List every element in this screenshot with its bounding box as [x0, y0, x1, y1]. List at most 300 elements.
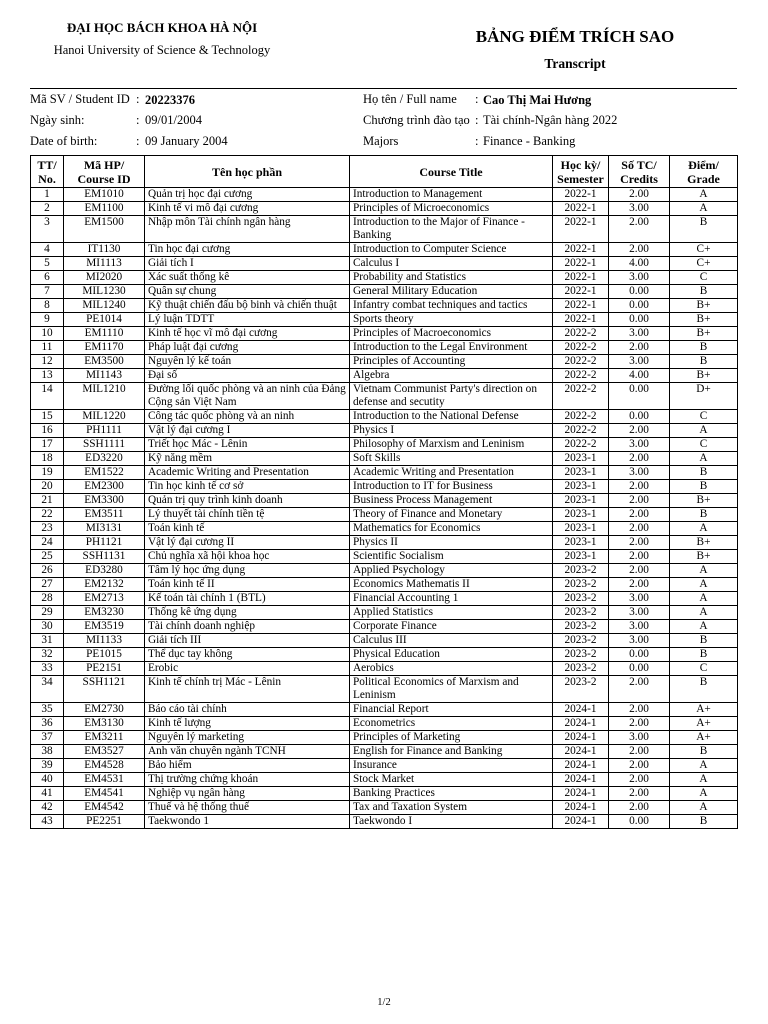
cell-no: 4 — [31, 243, 64, 257]
university-name-vn: ĐẠI HỌC BÁCH KHOA HÀ NỘI — [66, 20, 258, 35]
cell-credits: 2.00 — [609, 480, 670, 494]
table-row — [31, 341, 738, 355]
table-row — [31, 536, 738, 550]
cell-credits: 4.00 — [609, 257, 670, 271]
cell-title-en: General Military Education — [350, 285, 553, 299]
cell-grade: B — [670, 634, 738, 648]
cell-semester: 2022-1 — [553, 243, 609, 257]
table-row — [31, 355, 738, 369]
cell-no: 15 — [31, 410, 64, 424]
cell-no: 21 — [31, 494, 64, 508]
cell-name-vn: Taekwondo 1 — [145, 815, 350, 829]
cell-no: 12 — [31, 355, 64, 369]
cell-credits: 2.00 — [609, 773, 670, 787]
cell-course-id: PE1015 — [64, 648, 145, 662]
table-row — [31, 578, 738, 592]
cell-name-vn: Xác suất thống kê — [145, 271, 350, 285]
cell-grade: A — [670, 801, 738, 815]
table-row — [31, 508, 738, 522]
cell-semester: 2022-2 — [553, 369, 609, 383]
cell-semester: 2023-2 — [553, 648, 609, 662]
full-name-label: Họ tên / Full name — [363, 92, 457, 106]
cell-name-vn: Chủ nghĩa xã hội khoa học — [145, 550, 350, 564]
cell-no: 8 — [31, 299, 64, 313]
table-row — [31, 522, 738, 536]
cell-semester: 2023-1 — [553, 480, 609, 494]
cell-credits: 0.00 — [609, 383, 670, 410]
cell-no: 5 — [31, 257, 64, 271]
cell-course-id: ED3280 — [64, 564, 145, 578]
cell-title-en: Theory of Finance and Monetary — [350, 508, 553, 522]
cell-credits: 2.00 — [609, 494, 670, 508]
cell-credits: 2.00 — [609, 216, 670, 243]
cell-credits: 2.00 — [609, 745, 670, 759]
cell-semester: 2022-1 — [553, 271, 609, 285]
full-name-value: Cao Thị Mai Hương — [483, 93, 592, 107]
cell-grade: D+ — [670, 383, 738, 410]
cell-semester: 2024-1 — [553, 717, 609, 731]
cell-course-id: MIL1210 — [64, 383, 145, 410]
cell-name-vn: Kinh tế lượng — [145, 717, 350, 731]
cell-semester: 2022-2 — [553, 327, 609, 341]
cell-title-en: Applied Statistics — [350, 606, 553, 620]
cell-grade: A+ — [670, 717, 738, 731]
cell-grade: A — [670, 592, 738, 606]
cell-course-id: EM3511 — [64, 508, 145, 522]
cell-credits: 3.00 — [609, 592, 670, 606]
cell-grade: A — [670, 787, 738, 801]
cell-title-en: Principles of Accounting — [350, 355, 553, 369]
cell-title-en: Vietnam Communist Party's direction on defense and secutity — [350, 383, 553, 410]
cell-credits: 3.00 — [609, 271, 670, 285]
cell-no: 41 — [31, 787, 64, 801]
cell-name-vn: Quản trị quy trình kinh doanh — [145, 494, 350, 508]
table-row — [31, 703, 738, 717]
cell-course-id: EM3527 — [64, 745, 145, 759]
cell-no: 29 — [31, 606, 64, 620]
colon: : — [475, 113, 479, 127]
cell-name-vn: Nguyên lý kế toán — [145, 355, 350, 369]
cell-no: 33 — [31, 662, 64, 676]
cell-name-vn: Thuế và hệ thống thuế — [145, 801, 350, 815]
cell-semester: 2024-1 — [553, 773, 609, 787]
cell-name-vn: Kỹ năng mềm — [145, 452, 350, 466]
cell-course-id: EM1110 — [64, 327, 145, 341]
colon: : — [136, 113, 140, 127]
cell-title-en: Business Process Management — [350, 494, 553, 508]
cell-name-vn: Kinh tế học vĩ mô đại cương — [145, 327, 350, 341]
cell-credits: 0.00 — [609, 313, 670, 327]
cell-name-vn: Triết học Mác - Lênin — [145, 438, 350, 452]
cell-name-vn: Quản trị học đại cương — [145, 188, 350, 202]
cell-title-en: Taekwondo I — [350, 815, 553, 829]
cell-credits: 2.00 — [609, 801, 670, 815]
cell-title-en: Political Economics of Marxism and Leninism — [350, 676, 553, 703]
cell-grade: C — [670, 271, 738, 285]
cell-name-vn: Anh văn chuyên ngành TCNH — [145, 745, 350, 759]
cell-credits: 0.00 — [609, 299, 670, 313]
cell-semester: 2022-2 — [553, 355, 609, 369]
cell-semester: 2024-1 — [553, 815, 609, 829]
cell-grade: A — [670, 522, 738, 536]
cell-name-vn: Vật lý đại cương II — [145, 536, 350, 550]
cell-no: 37 — [31, 731, 64, 745]
cell-title-en: Physics II — [350, 536, 553, 550]
cell-title-en: Principles of Macroeconomics — [350, 327, 553, 341]
cell-name-vn: Thống kê ứng dụng — [145, 606, 350, 620]
cell-title-en: Principles of Marketing — [350, 731, 553, 745]
table-row — [31, 592, 738, 606]
cell-semester: 2022-2 — [553, 410, 609, 424]
cell-grade: C+ — [670, 257, 738, 271]
cell-no: 10 — [31, 327, 64, 341]
cell-name-vn: Tin học kinh tế cơ sở — [145, 480, 350, 494]
cell-grade: A — [670, 452, 738, 466]
cell-semester: 2022-2 — [553, 383, 609, 410]
cell-name-vn: Đại số — [145, 369, 350, 383]
cell-name-vn: Academic Writing and Presentation — [145, 466, 350, 480]
dob-en-value: 09 January 2004 — [145, 134, 228, 148]
cell-semester: 2022-1 — [553, 313, 609, 327]
grades-table — [30, 155, 738, 829]
cell-credits: 2.00 — [609, 787, 670, 801]
cell-semester: 2023-1 — [553, 536, 609, 550]
cell-grade: A — [670, 620, 738, 634]
cell-title-en: Mathematics for Economics — [350, 522, 553, 536]
cell-grade: B — [670, 355, 738, 369]
cell-grade: B — [670, 745, 738, 759]
cell-course-id: EM2730 — [64, 703, 145, 717]
table-row — [31, 424, 738, 438]
cell-credits: 0.00 — [609, 285, 670, 299]
cell-title-en: Introduction to the Major of Finance - Banking — [350, 216, 553, 243]
col-header-course-id: Mã HP/ Course ID — [64, 156, 145, 188]
cell-course-id: EM2713 — [64, 592, 145, 606]
cell-course-id: MI2020 — [64, 271, 145, 285]
table-row — [31, 815, 738, 829]
cell-course-id: EM3130 — [64, 717, 145, 731]
cell-name-vn: Toán kinh tế — [145, 522, 350, 536]
col-header-grade: Điểm/ Grade — [670, 156, 738, 188]
cell-name-vn: Nghiệp vụ ngân hàng — [145, 787, 350, 801]
cell-semester: 2023-1 — [553, 494, 609, 508]
cell-grade: B+ — [670, 299, 738, 313]
col-header-name-vn: Tên học phần — [145, 156, 350, 188]
table-row — [31, 285, 738, 299]
cell-title-en: Introduction to the Legal Environment — [350, 341, 553, 355]
cell-semester: 2022-1 — [553, 257, 609, 271]
cell-semester: 2024-1 — [553, 759, 609, 773]
table-row — [31, 662, 738, 676]
cell-course-id: EM3500 — [64, 355, 145, 369]
cell-semester: 2023-2 — [553, 662, 609, 676]
cell-credits: 0.00 — [609, 662, 670, 676]
cell-grade: B+ — [670, 313, 738, 327]
cell-no: 2 — [31, 202, 64, 216]
cell-course-id: EM4542 — [64, 801, 145, 815]
table-row — [31, 787, 738, 801]
cell-semester: 2024-1 — [553, 745, 609, 759]
cell-semester: 2023-1 — [553, 550, 609, 564]
cell-credits: 3.00 — [609, 620, 670, 634]
cell-name-vn: Lý thuyết tài chính tiền tệ — [145, 508, 350, 522]
cell-title-en: Academic Writing and Presentation — [350, 466, 553, 480]
cell-grade: B+ — [670, 494, 738, 508]
cell-title-en: Corporate Finance — [350, 620, 553, 634]
cell-no: 3 — [31, 216, 64, 243]
cell-no: 43 — [31, 815, 64, 829]
cell-course-id: MIL1240 — [64, 299, 145, 313]
cell-credits: 2.00 — [609, 243, 670, 257]
cell-course-id: EM1500 — [64, 216, 145, 243]
cell-no: 11 — [31, 341, 64, 355]
cell-credits: 2.00 — [609, 522, 670, 536]
student-id-value: 20223376 — [145, 93, 195, 107]
cell-grade: B+ — [670, 536, 738, 550]
cell-title-en: Calculus III — [350, 634, 553, 648]
table-row — [31, 452, 738, 466]
cell-grade: B — [670, 676, 738, 703]
cell-course-id: MI1133 — [64, 634, 145, 648]
cell-semester: 2023-2 — [553, 564, 609, 578]
cell-semester: 2022-1 — [553, 299, 609, 313]
cell-semester: 2024-1 — [553, 787, 609, 801]
cell-title-en: Physics I — [350, 424, 553, 438]
cell-credits: 0.00 — [609, 815, 670, 829]
cell-credits: 2.00 — [609, 564, 670, 578]
cell-course-id: EM3230 — [64, 606, 145, 620]
cell-grade: B — [670, 815, 738, 829]
table-row — [31, 676, 738, 703]
cell-course-id: MIL1230 — [64, 285, 145, 299]
cell-grade: B+ — [670, 550, 738, 564]
cell-grade: B+ — [670, 327, 738, 341]
cell-name-vn: Thị trường chứng khoán — [145, 773, 350, 787]
cell-grade: B — [670, 216, 738, 243]
cell-credits: 2.00 — [609, 676, 670, 703]
cell-credits: 2.00 — [609, 508, 670, 522]
cell-credits: 3.00 — [609, 202, 670, 216]
table-row — [31, 313, 738, 327]
cell-no: 13 — [31, 369, 64, 383]
table-row — [31, 243, 738, 257]
cell-title-en: Banking Practices — [350, 787, 553, 801]
cell-grade: B — [670, 466, 738, 480]
colon: : — [136, 134, 140, 148]
cell-credits: 3.00 — [609, 355, 670, 369]
cell-credits: 3.00 — [609, 634, 670, 648]
cell-title-en: Probability and Statistics — [350, 271, 553, 285]
cell-course-id: IT1130 — [64, 243, 145, 257]
cell-semester: 2022-1 — [553, 188, 609, 202]
header-rule — [30, 88, 737, 89]
cell-credits: 3.00 — [609, 327, 670, 341]
cell-title-en: Introduction to the National Defense — [350, 410, 553, 424]
cell-grade: A — [670, 578, 738, 592]
document-subtitle: Transcript — [544, 56, 606, 71]
cell-grade: B — [670, 508, 738, 522]
dob-vn-label: Ngày sinh: — [30, 113, 85, 127]
cell-course-id: SSH1111 — [64, 438, 145, 452]
cell-title-en: Financial Accounting 1 — [350, 592, 553, 606]
table-row — [31, 188, 738, 202]
cell-no: 19 — [31, 466, 64, 480]
cell-grade: B+ — [670, 369, 738, 383]
cell-name-vn: Kinh tế chính trị Mác - Lênin — [145, 676, 350, 703]
cell-course-id: MI3131 — [64, 522, 145, 536]
cell-no: 30 — [31, 620, 64, 634]
table-row — [31, 480, 738, 494]
cell-grade: C+ — [670, 243, 738, 257]
program-label: Chương trình đào tạo — [363, 113, 470, 127]
cell-name-vn: Tâm lý học ứng dụng — [145, 564, 350, 578]
cell-course-id: EM3211 — [64, 731, 145, 745]
cell-name-vn: Kỹ thuật chiến đấu bộ binh và chiến thuật — [145, 299, 350, 313]
cell-grade: B — [670, 341, 738, 355]
table-row — [31, 745, 738, 759]
table-row — [31, 620, 738, 634]
cell-name-vn: Đường lối quốc phòng và an ninh của Đảng Cộng sản Việt Nam — [145, 383, 350, 410]
cell-title-en: Tax and Taxation System — [350, 801, 553, 815]
cell-semester: 2024-1 — [553, 801, 609, 815]
cell-no: 34 — [31, 676, 64, 703]
cell-name-vn: Pháp luật đại cương — [145, 341, 350, 355]
cell-no: 39 — [31, 759, 64, 773]
col-header-title-en: Course Title — [350, 156, 553, 188]
cell-semester: 2023-2 — [553, 578, 609, 592]
cell-title-en: Principles of Microeconomics — [350, 202, 553, 216]
cell-credits: 3.00 — [609, 438, 670, 452]
table-row — [31, 466, 738, 480]
student-id-label: Mã SV / Student ID — [30, 92, 130, 106]
cell-title-en: Introduction to Management — [350, 188, 553, 202]
cell-title-en: Economics Mathematis II — [350, 578, 553, 592]
cell-name-vn: Erobic — [145, 662, 350, 676]
cell-course-id: PE2151 — [64, 662, 145, 676]
col-header-no: TT/ No. — [31, 156, 64, 188]
cell-course-id: PH1111 — [64, 424, 145, 438]
cell-name-vn: Thể dục tay không — [145, 648, 350, 662]
cell-grade: A — [670, 773, 738, 787]
cell-semester: 2023-2 — [553, 592, 609, 606]
table-row — [31, 299, 738, 313]
cell-grade: B — [670, 648, 738, 662]
cell-semester: 2024-1 — [553, 731, 609, 745]
cell-grade: C — [670, 662, 738, 676]
table-row — [31, 327, 738, 341]
cell-no: 27 — [31, 578, 64, 592]
cell-course-id: EM1170 — [64, 341, 145, 355]
cell-no: 1 — [31, 188, 64, 202]
cell-credits: 2.00 — [609, 424, 670, 438]
cell-grade: A — [670, 606, 738, 620]
colon: : — [475, 92, 479, 106]
cell-course-id: EM4531 — [64, 773, 145, 787]
cell-no: 36 — [31, 717, 64, 731]
cell-course-id: ED3220 — [64, 452, 145, 466]
cell-no: 17 — [31, 438, 64, 452]
cell-title-en: Financial Report — [350, 703, 553, 717]
cell-course-id: EM3519 — [64, 620, 145, 634]
table-header-row — [31, 156, 738, 188]
cell-semester: 2023-2 — [553, 606, 609, 620]
cell-name-vn: Quân sự chung — [145, 285, 350, 299]
university-name-en: Hanoi University of Science & Technology — [53, 43, 271, 57]
cell-no: 25 — [31, 550, 64, 564]
cell-grade: A — [670, 202, 738, 216]
cell-no: 28 — [31, 592, 64, 606]
cell-title-en: Applied Psychology — [350, 564, 553, 578]
cell-credits: 3.00 — [609, 606, 670, 620]
cell-name-vn: Nhập môn Tài chính ngân hàng — [145, 216, 350, 243]
cell-name-vn: Kế toán tài chính 1 (BTL) — [145, 592, 350, 606]
cell-no: 42 — [31, 801, 64, 815]
table-row — [31, 383, 738, 410]
cell-grade: A — [670, 424, 738, 438]
cell-credits: 2.00 — [609, 536, 670, 550]
cell-name-vn: Báo cáo tài chính — [145, 703, 350, 717]
cell-grade: A+ — [670, 731, 738, 745]
cell-semester: 2023-2 — [553, 634, 609, 648]
cell-grade: A — [670, 759, 738, 773]
cell-no: 26 — [31, 564, 64, 578]
col-header-credits: Số TC/ Credits — [609, 156, 670, 188]
cell-credits: 2.00 — [609, 188, 670, 202]
cell-course-id: EM1010 — [64, 188, 145, 202]
cell-name-vn: Lý luận TDTT — [145, 313, 350, 327]
cell-no: 14 — [31, 383, 64, 410]
cell-grade: C — [670, 438, 738, 452]
cell-grade: B — [670, 480, 738, 494]
cell-name-vn: Giải tích I — [145, 257, 350, 271]
cell-title-en: Introduction to IT for Business — [350, 480, 553, 494]
cell-credits: 2.00 — [609, 452, 670, 466]
cell-credits: 0.00 — [609, 410, 670, 424]
cell-semester: 2022-2 — [553, 438, 609, 452]
cell-semester: 2022-1 — [553, 285, 609, 299]
cell-semester: 2022-1 — [553, 202, 609, 216]
cell-title-en: Stock Market — [350, 773, 553, 787]
cell-course-id: SSH1131 — [64, 550, 145, 564]
table-row — [31, 759, 738, 773]
dob-en-label: Date of birth: — [30, 134, 98, 148]
colon: : — [475, 134, 479, 148]
cell-name-vn: Kinh tế vi mô đại cương — [145, 202, 350, 216]
colon: : — [136, 92, 140, 106]
cell-credits: 2.00 — [609, 703, 670, 717]
table-row — [31, 731, 738, 745]
cell-title-en: Insurance — [350, 759, 553, 773]
table-row — [31, 648, 738, 662]
cell-course-id: EM1522 — [64, 466, 145, 480]
major-value: Finance - Banking — [483, 134, 576, 148]
table-row — [31, 369, 738, 383]
cell-no: 16 — [31, 424, 64, 438]
cell-no: 35 — [31, 703, 64, 717]
table-row — [31, 801, 738, 815]
cell-semester: 2023-2 — [553, 676, 609, 703]
cell-no: 23 — [31, 522, 64, 536]
cell-no: 18 — [31, 452, 64, 466]
cell-name-vn: Tin học đại cương — [145, 243, 350, 257]
cell-no: 31 — [31, 634, 64, 648]
table-row — [31, 494, 738, 508]
col-header-semester: Học kỳ/ Semester — [553, 156, 609, 188]
cell-name-vn: Toán kinh tế II — [145, 578, 350, 592]
cell-grade: B — [670, 285, 738, 299]
cell-semester: 2023-1 — [553, 522, 609, 536]
cell-course-id: EM3300 — [64, 494, 145, 508]
